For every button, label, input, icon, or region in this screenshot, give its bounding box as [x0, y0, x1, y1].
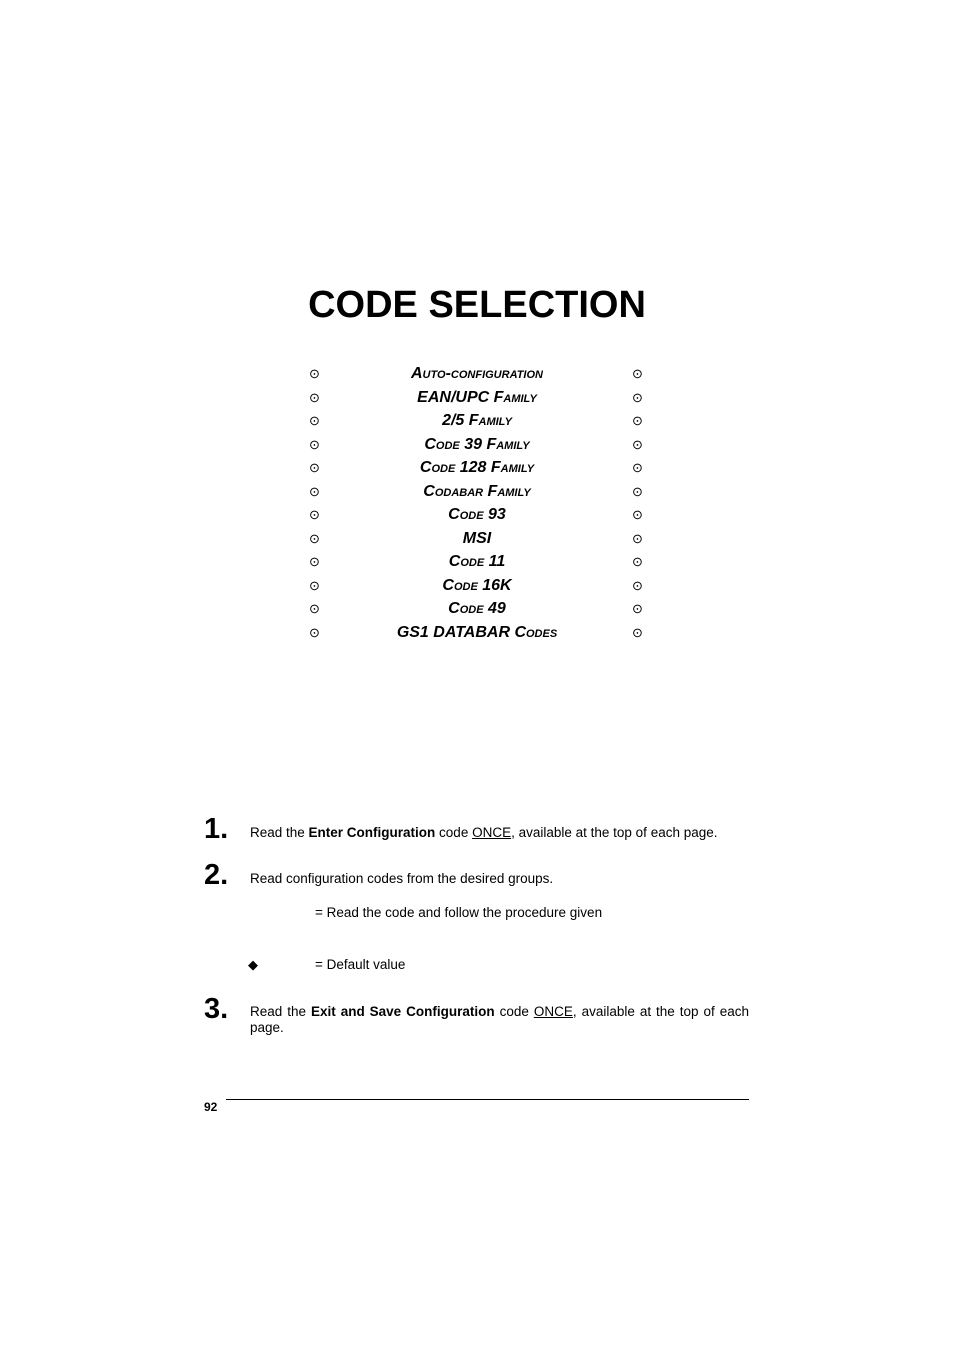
circle-dot-icon: ⊙ — [309, 577, 320, 593]
circle-dot-icon: ⊙ — [632, 389, 643, 405]
toc-item[interactable] — [305, 434, 649, 458]
toc-item-label: 2/5 Family — [442, 412, 512, 429]
step-1-text-post: , available at the top of each page. — [511, 825, 718, 840]
toc-item[interactable] — [305, 622, 649, 646]
circle-dot-icon: ⊙ — [309, 507, 320, 522]
toc-item-label: EAN/UPC Family — [417, 388, 537, 406]
toc-item[interactable] — [305, 387, 649, 411]
page-number: 92 — [204, 1100, 218, 1114]
step-3-text-pre: Read the — [250, 1004, 311, 1019]
toc-item-label: Codabar Family — [423, 482, 531, 500]
step-3-text — [250, 1004, 749, 1036]
toc-item-label: Code 93 — [448, 506, 506, 523]
toc-item[interactable] — [305, 457, 649, 481]
circle-dot-icon: ⊙ — [632, 601, 643, 616]
step-1-text-mid: code — [435, 825, 473, 840]
toc-item-label: MSI — [462, 529, 492, 547]
circle-dot-icon: ⊙ — [309, 413, 320, 428]
step-1-underline: ONCE — [472, 825, 512, 840]
diamond-icon: ◆ — [248, 957, 258, 972]
step-3-underline: ONCE — [533, 1004, 573, 1019]
step-number-3: 3. — [204, 993, 229, 1025]
circle-dot-icon: ⊙ — [632, 554, 643, 569]
code-family-list — [305, 363, 649, 645]
circle-dot-icon: ⊙ — [309, 624, 320, 640]
step-number-1: 1. — [204, 813, 229, 845]
toc-item-label: GS1 DATABAR Codes — [396, 623, 558, 641]
toc-item-label: Code 39 Family — [424, 435, 530, 453]
toc-item[interactable] — [305, 481, 649, 505]
circle-dot-icon: ⊙ — [309, 483, 320, 499]
circle-dot-icon: ⊙ — [309, 366, 320, 381]
toc-item-label: Code 49 — [448, 600, 506, 617]
step-3-text-post: , available at the top of each page. — [250, 1004, 749, 1035]
circle-dot-icon: ⊙ — [309, 554, 320, 569]
step-3-text-mid: code — [494, 1004, 534, 1019]
circle-dot-icon: ⊙ — [309, 530, 320, 546]
circle-dot-icon: ⊙ — [309, 601, 320, 616]
circle-dot-icon: ⊙ — [309, 460, 320, 475]
circle-dot-icon: ⊙ — [632, 577, 643, 593]
toc-item-label: Auto-configuration — [411, 365, 543, 382]
circle-dot-icon: ⊙ — [632, 624, 643, 640]
default-value-note: = Default value — [315, 957, 406, 972]
toc-item[interactable] — [305, 528, 649, 552]
step-1-text-pre: Read the — [250, 825, 309, 840]
toc-item[interactable] — [305, 575, 649, 599]
circle-dot-icon: ⊙ — [632, 366, 643, 381]
step-number-2: 2. — [204, 859, 229, 891]
page-title: CODE SELECTION — [308, 284, 646, 326]
toc-item[interactable] — [305, 504, 649, 528]
circle-dot-icon: ⊙ — [632, 507, 643, 522]
toc-item-label: Code 11 — [448, 553, 506, 570]
circle-dot-icon: ⊙ — [632, 530, 643, 546]
toc-item[interactable] — [305, 551, 649, 575]
circle-dot-icon: ⊙ — [309, 436, 320, 452]
circle-dot-icon: ⊙ — [309, 389, 320, 405]
step-1-text — [250, 825, 749, 841]
toc-item[interactable] — [305, 598, 649, 622]
circle-dot-icon: ⊙ — [632, 483, 643, 499]
step-3-bold: Exit and Save Configuration — [310, 1004, 495, 1019]
circle-dot-icon: ⊙ — [632, 460, 643, 475]
footer-rule — [226, 1099, 749, 1100]
toc-item[interactable] — [305, 410, 649, 434]
toc-item[interactable] — [305, 363, 649, 387]
circle-dot-icon: ⊙ — [632, 436, 643, 452]
toc-item-label: Code 128 Family — [419, 459, 535, 476]
step-1-bold: Enter Configuration — [308, 825, 436, 840]
procedure-note: = Read the code and follow the procedure given — [315, 905, 603, 920]
toc-item-label: Code 16K — [442, 576, 512, 594]
step-2-text: Read configuration codes from the desired groups. — [250, 871, 554, 886]
circle-dot-icon: ⊙ — [632, 413, 643, 428]
